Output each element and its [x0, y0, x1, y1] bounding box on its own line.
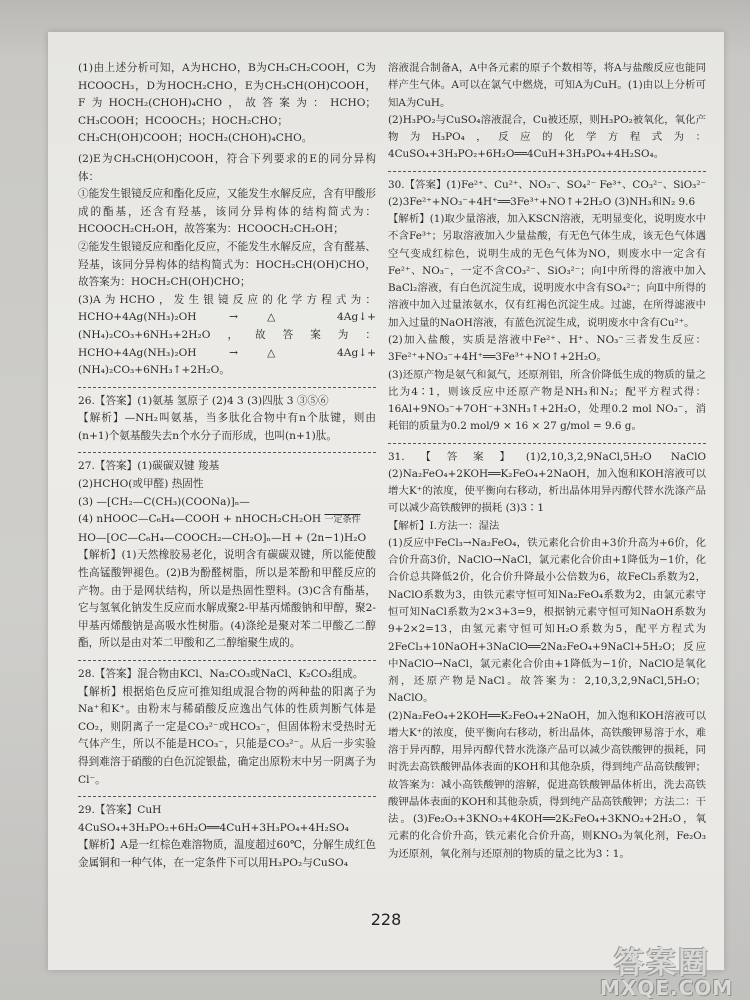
reaction-condition: 一定条件 [324, 515, 361, 526]
question-30-explanation: (2)加入盐酸，实质是溶液中Fe²⁺、H⁺、NO₃⁻三者发生反应：3Fe²⁺+NO₃⁻+4H⁺══3Fe³⁺+NO↑+2H₂O。 [388, 333, 706, 364]
answer-paragraph: (2)E为CH₃CH(OH)COOH，符合下列要求的E的同分异构体： [78, 152, 376, 183]
question-27-answer: 27.【答案】(1)碳碳双键 羧基 [78, 460, 220, 473]
site-watermark [600, 938, 750, 1000]
question-27-part4 [78, 511, 376, 530]
question-26-explanation: 【解析】—NH₂叫氨基，当多肽化合物中有n个肽键，则由(n+1)个氨基酸失去n个水分子而形成，也叫(n+1)肽。 [78, 412, 376, 442]
answer-paragraph: (2)H₃PO₂与CuSO₄溶液混合，Cu被还原，则H₃PO₂被氧化，氧化产物为H₃PO₄，反应的化学方程式为：4CuSO₄+3H₃PO₂+6H₂O══4CuH+3H₃PO₄+4H₂SO₄。 [388, 113, 706, 161]
textbook-page [48, 32, 724, 970]
answer-paragraph: (3)A为HCHO，发生银镜反应的化学方程式为：HCHO+4Ag(NH₃)₂OH →△ 4Ag↓+(NH₄)₂CO₃+6NH₃+2H₂O，故答案为：HCHO+4Ag(NH₃)₂OH →△ 4Ag↓+(NH₄)₂CO₃+6NH₃↑+2H₂O。 [78, 293, 376, 377]
answer-paragraph: ①能发生银镜反应和酯化反应，又能发生水解反应，含有甲酸形成的酯基，还含有羟基，该同分异构体的结构简式为：HCOOCH₂CH₂OH，故答案为：HCOOCH₂CH₂OH； [78, 188, 376, 236]
answer-paragraph: (1)由上述分析可知，A为HCHO，B为CH₃CH₂COOH，C为HCOOCH₃，D为HOCH₂CHO，E为CH₃CH(OH)COOH，F为HOCH₂(CHOH)₄CHO，故答案为：HCHO；CH₃COOH；HCOOCH₃；HOCH₂CHO；CH₃CH(OH)COOH；HOCH₂(CHOH)₄CHO。 [78, 62, 376, 145]
question-31-explanation: (2)Na₂FeO₄+2KOH══K₂FeO₄+2NaOH，加入饱和KOH溶液可以增大K⁺的浓度，使平衡向右移动，析出晶体，高铁酸钾易溶于水，难溶于异丙醇，用异丙醇代替水洗涤产品可以减少高铁酸钾的损耗，同时洗去高铁酸钾晶体表面的KOH和其他杂质，得到纯产品高铁酸钾；故答案为：减小高铁酸钾的溶解，促进高铁酸钾晶体析出，洗去高铁酸钾晶体表面的KOH和其他杂质，得到纯产品高铁酸钾；方法二：干法。(3)Fe₂O₃+3KNO₃+4KOH══2K₂FeO₄+3KNO₂+2H₂O，氧元素的化合价升高，铁元素化合价升高，则KNO₃为氧化剂，Fe₂O₃为还原剂，氧化剂与还原剂的物质的量之比为3∶1。 [388, 709, 706, 860]
section-divider [78, 660, 376, 661]
question-26-answer: 26.【答案】(1)氨基 氢原子 (2)4 3 (3)四肽 3 ③⑤⑥ [78, 394, 329, 407]
question-29-equation: 4CuSO₄+3H₃PO₂+6H₂O══4CuH+3H₃PO₄+4H₂SO₄ [78, 821, 349, 834]
reactants: (4) nHOOC—C₆H₄—COOH + nHOCH₂CH₂OH [78, 513, 322, 526]
answer-paragraph: 溶液混合制备A，A中各元素的原子个数相等，将A与盐酸反应也能同样产生气体。A可以在氯气中燃烧，可知A为CuH。(1)由以上分析可知A为CuH。 [388, 62, 706, 109]
page-number: 228 [370, 910, 402, 929]
question-31-explanation: 【解析】Ⅰ.方法一：湿法 [388, 519, 500, 532]
section-divider [78, 796, 376, 797]
section-divider [78, 452, 376, 453]
polymer-structure: —[CH₂—C(CH₃)(COONa)]ₙ— [96, 495, 250, 508]
question-27-part3 [78, 494, 376, 512]
watermark-logo-text: 答案圈 [614, 946, 710, 981]
left-column [78, 60, 376, 873]
question-27-explanation: 【解析】(1)天然橡胶易老化，说明含有碳碳双键，所以能使酸性高锰酸钾褪色。(2)B为酚醛树脂，所以是苯酚和甲醛反应的产物。由于是网状结构，所以是热固性塑料。(3)C含有酯基，它与氢氧化钠发生反应而水解成聚2-甲基丙烯酸钠和甲醇，聚2-甲基丙烯酸钠是高吸水性树脂。(4)涤纶是聚对苯二甲酸乙二醇酯，所以是由对苯二甲酸和乙二醇缩聚生成的。 [78, 549, 376, 650]
reaction-product: HO—[OC—C₆H₄—COOCH₂—CH₂O]ₙ—H + (2n−1)H₂O [78, 531, 367, 544]
part-label: (3) [78, 495, 94, 508]
watermark-url: MXQE.COM [600, 976, 734, 1000]
section-divider [388, 443, 706, 444]
question-29-explanation: 【解析】A是一红棕色难溶物质，温度超过60℃，分解生成红色金属铜和一种气体，在一定条件下可以用H₃PO₂与CuSO₄ [78, 839, 376, 869]
question-29-answer: 29.【答案】CuH [78, 804, 162, 817]
question-30-explanation: (3)还原产物是氨气和氮气，还原剂铝，所含价降低生成的物质的量之比为4∶1，则该反应中还原产物是NH₃和N₂；配平方程式得：16Al+9NO₃⁻+7OH⁻+3NH₃↑+2H₂O，处理0.2 mol NO₃⁻，消耗铝的质量为0.2 mol/9 × 16 × 27 g/mol = 9.6 g。 [388, 368, 706, 433]
section-divider [78, 387, 376, 388]
right-column [388, 60, 706, 863]
question-28-explanation: 【解析】根据焰色反应可推知组成混合物的两种盐的阳离子为Na⁺和K⁺。由粉末与稀硝酸反应逸出气体的性质判断气体是CO₂，则阴离子一定是CO₃²⁻或HCO₃⁻，但固体粉末受热时无气体产生，所以不能是HCO₃⁻，只能是CO₃²⁻。从后一步实验得到难溶于硝酸的白色沉淀银盐，确定出原粉末中另一阴离子为Cl⁻。 [78, 685, 376, 786]
question-30-answer: 30.【答案】(1)Fe²⁺、Cu²⁺、NO₃⁻、SO₄²⁻ Fe³⁺、CO₃²⁻、SiO₃²⁻ (2)3Fe²⁺+NO₃⁻+4H⁺══3Fe³⁺+NO↑+2H₂O (3)NH₃和N₂ 9.6 [388, 178, 706, 208]
question-28-answer: 28.【答案】混合物由KCl、Na₂CO₃或NaCl、K₂CO₃组成。 [78, 668, 364, 680]
question-27-part2: (2)HCHO(或甲醛) 热固性 [78, 478, 204, 491]
answer-paragraph: ②能发生银镜反应和酯化反应，不能发生水解反应，含有醛基、羟基，该同分异构体的结构简式为：HOCH₂CH(OH)CHO，故答案为：HOCH₂CH(OH)CHO； [78, 240, 376, 289]
question-31-answer: 31.【答案】(1)2,10,3,2,9NaCl,5H₂O NaClO (2)Na₂FeO₄+2KOH══K₂FeO₄+2NaOH，加入饱和KOH溶液可以增大K⁺的浓度，使平衡向右移动，析出晶体用异丙醇代替水洗涤产品可以减少高铁酸钾的损耗 (3)3∶1 [388, 450, 706, 515]
question-31-explanation: (1)反应中FeCl₃→Na₂FeO₄，铁元素化合价由+3价升高为+6价，化合价升高3价，NaClO→NaCl，氯元素化合价由+1降低为−1价，化合价总共降低2价，化合价升降最小公倍数为6，故FeCl₃系数为2，NaClO系数为3，由铁元素守恒可知Na₂FeO₄系数为2，由氯元素守恒可知NaCl系数为2×3+3=9，根据钠元素守恒可知NaOH系数为9+2×2=13，由氢元素守恒可知H₂O系数为5，配平方程式为2FeCl₃+10NaOH+3NaClO══2Na₂FeO₄+9NaCl+5H₂O；反应中NaClO→NaCl，氯元素化合价由+1降低为−1价，NaClO是氧化剂，还原产物是NaCl。故答案为：2,10,3,2,9NaCl,5H₂O；NaClO。 [388, 536, 706, 705]
section-divider [388, 171, 706, 172]
question-30-explanation: 【解析】(1)取少量溶液，加入KSCN溶液，无明显变化，说明废水中不含Fe³⁺；另取溶液加入少量盐酸，有无色气体生成，该无色气体遇空气变成红棕色，说明生成的无色气体为NO，则废水中一定含有Fe²⁺、NO₃⁻，一定不含CO₃²⁻、SiO₃²⁻；向Ⅰ中所得的溶液中加入BaCl₂溶液，有白色沉淀生成，说明废水中含有SO₄²⁻；向Ⅱ中所得的溶液中加入过量浓氨水，仅有红褐色沉淀生成。过滤，在所得滤液中加入过量的NaOH溶液，有蓝色沉淀生成，说明废水中含有Cu²⁺。 [388, 213, 706, 329]
